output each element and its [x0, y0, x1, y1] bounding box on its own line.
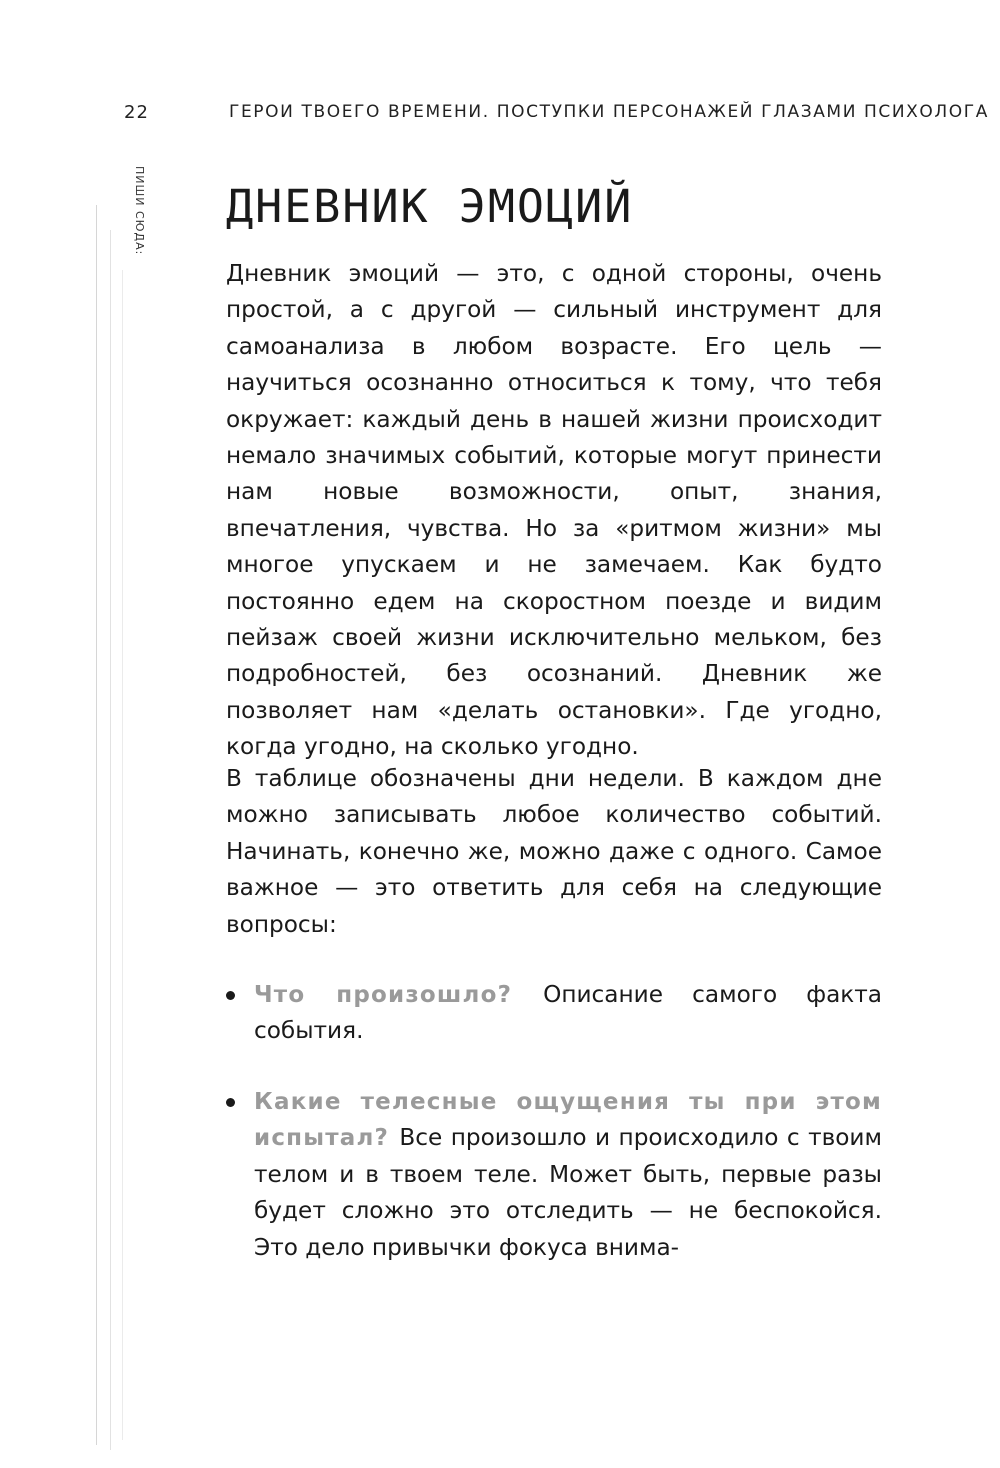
question-description: Все произошло и происходило с твоим телом и в твоем теле. Может быть, первые разы будет сложно это отследить — не беспокойся. Это дело привычки фокуса внима- [254, 1124, 882, 1261]
question-description: Описание самого факта события. [254, 981, 882, 1045]
list-item [226, 1084, 882, 1266]
margin-writing-line [122, 270, 123, 1440]
question-list [226, 1084, 882, 1266]
margin-writing-line [96, 205, 97, 1445]
question-heading: Что произошло? [254, 982, 544, 1008]
bullet-icon [226, 1098, 235, 1107]
intro-paragraph: Дневник эмоций — это, с одной стороны, очень простой, а с другой — сильный инструмент для самоанализа в любом возрасте. Его цель — научиться осознанно относиться к тому, что тебя окружает: каждый день в нашей жизни происходит немало значимых событий, которые могут принести нам новые возможности, опыт, знания, впечатления, чувства. Но за «ритмом жизни» мы многое упускаем и не замечаем. Как будто постоянно едем на скоростном поезде и видим пейзаж своей жизни исключительно мельком, без подробностей, без осознаний. Дневник же позволяет нам «делать остановки». Где угодно, когда угодно, на сколько угодно. [226, 260, 882, 761]
margin-writing-line [110, 230, 111, 1450]
page-number: 22 [124, 102, 149, 123]
question-heading: Какие телесные ощущения ты при этом испытал? [254, 1089, 882, 1152]
instructions-paragraph: В таблице обозначены дни недели. В каждом дне можно записывать любое количество событий. Начинать, конечно же, можно даже с одного. Самое важное — это ответить для себя на следующие вопросы: [226, 765, 882, 938]
running-header: ГЕРОИ ТВОЕГО ВРЕМЕНИ. ПОСТУПКИ ПЕРСОНАЖЕЙ ГЛАЗАМИ ПСИХОЛОГА [229, 102, 989, 122]
bullet-icon [226, 991, 235, 1000]
list-item [226, 977, 882, 1050]
section-title: ДНЕВНИК ЭМОЦИЙ [226, 180, 634, 233]
question-list [226, 977, 882, 1050]
margin-note: ПИШИ СЮДА: [133, 166, 146, 256]
